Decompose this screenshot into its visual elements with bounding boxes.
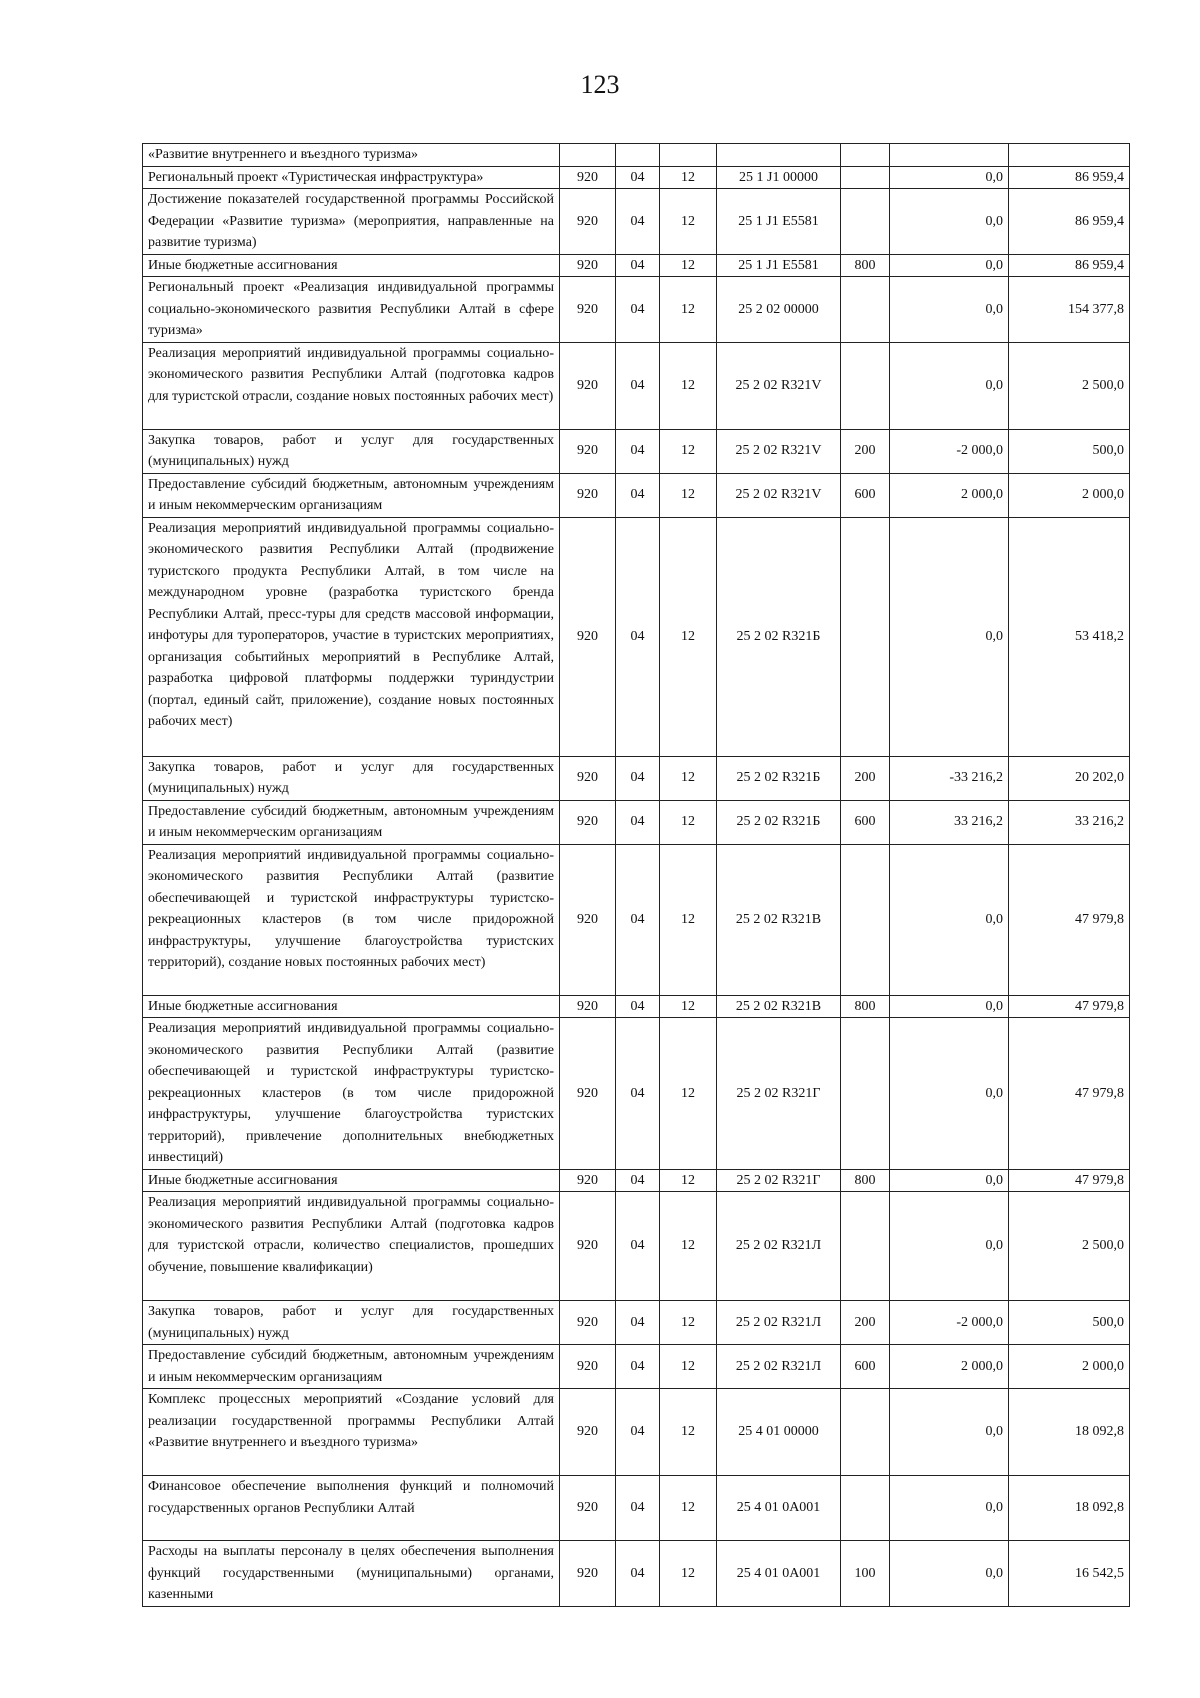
row-section-code: 04 xyxy=(616,844,660,995)
row-department-code: 920 xyxy=(560,1018,616,1170)
row-subsection-code: 12 xyxy=(660,800,717,844)
row-expense-type-code xyxy=(841,517,890,756)
row-name: Закупка товаров, работ и услуг для государственных (муниципальных) нужд xyxy=(143,1301,560,1345)
table-row xyxy=(143,1301,1130,1345)
row-total-amount: 47 979,8 xyxy=(1009,1169,1130,1192)
row-total-amount: 20 202,0 xyxy=(1009,756,1130,800)
row-department-code: 920 xyxy=(560,800,616,844)
row-change-amount: 0,0 xyxy=(890,1018,1009,1170)
row-subsection-code: 12 xyxy=(660,1192,717,1301)
row-change-amount: -2 000,0 xyxy=(890,1301,1009,1345)
row-subsection-code: 12 xyxy=(660,277,717,343)
row-expense-type-code xyxy=(841,1018,890,1170)
row-name: Иные бюджетные ассигнования xyxy=(143,1169,560,1192)
row-change-amount: 0,0 xyxy=(890,1541,1009,1607)
table-row xyxy=(143,1169,1130,1192)
row-target-article-code: 25 1 J1 E5581 xyxy=(717,254,841,277)
row-change-amount: 0,0 xyxy=(890,1389,1009,1476)
row-change-amount: 0,0 xyxy=(890,1476,1009,1541)
row-total-amount: 16 542,5 xyxy=(1009,1541,1130,1607)
row-total-amount: 18 092,8 xyxy=(1009,1476,1130,1541)
row-subsection-code: 12 xyxy=(660,1389,717,1476)
row-section-code xyxy=(616,144,660,167)
row-change-amount: 2 000,0 xyxy=(890,1345,1009,1389)
row-target-article-code: 25 2 02 R321Б xyxy=(717,800,841,844)
row-section-code: 04 xyxy=(616,189,660,255)
row-name: Предоставление субсидий бюджетным, автономным учреждениям и иным некоммерческим организациям xyxy=(143,473,560,517)
table-row xyxy=(143,277,1130,343)
row-expense-type-code: 600 xyxy=(841,800,890,844)
row-expense-type-code xyxy=(841,342,890,429)
row-section-code: 04 xyxy=(616,254,660,277)
row-change-amount: -2 000,0 xyxy=(890,429,1009,473)
row-change-amount: 0,0 xyxy=(890,1192,1009,1301)
row-section-code: 04 xyxy=(616,1018,660,1170)
row-expense-type-code: 200 xyxy=(841,429,890,473)
row-section-code: 04 xyxy=(616,1541,660,1607)
row-change-amount xyxy=(890,144,1009,167)
row-department-code: 920 xyxy=(560,517,616,756)
row-target-article-code: 25 2 02 R321V xyxy=(717,429,841,473)
row-expense-type-code: 200 xyxy=(841,756,890,800)
table-row xyxy=(143,756,1130,800)
table-row xyxy=(143,800,1130,844)
row-total-amount: 2 500,0 xyxy=(1009,1192,1130,1301)
table-row xyxy=(143,254,1130,277)
row-name: Расходы на выплаты персоналу в целях обеспечения выполнения функций государственными (муниципальными) органами, казенными xyxy=(143,1541,560,1607)
row-section-code: 04 xyxy=(616,517,660,756)
row-target-article-code: 25 2 02 R321Б xyxy=(717,756,841,800)
row-name: Комплекс процессных мероприятий «Создание условий для реализации государственной программы Республики Алтай «Развитие внутреннего и въездного туризма» xyxy=(143,1389,560,1476)
row-subsection-code: 12 xyxy=(660,1541,717,1607)
row-change-amount: 0,0 xyxy=(890,254,1009,277)
row-target-article-code: 25 2 02 R321V xyxy=(717,473,841,517)
row-target-article-code: 25 4 01 00000 xyxy=(717,1389,841,1476)
row-department-code: 920 xyxy=(560,995,616,1018)
row-change-amount: 0,0 xyxy=(890,995,1009,1018)
row-total-amount: 33 216,2 xyxy=(1009,800,1130,844)
row-expense-type-code xyxy=(841,166,890,189)
row-department-code xyxy=(560,144,616,167)
row-target-article-code: 25 2 02 R321В xyxy=(717,844,841,995)
row-expense-type-code: 800 xyxy=(841,1169,890,1192)
row-expense-type-code: 800 xyxy=(841,995,890,1018)
row-subsection-code: 12 xyxy=(660,166,717,189)
row-department-code: 920 xyxy=(560,1192,616,1301)
row-expense-type-code: 100 xyxy=(841,1541,890,1607)
row-subsection-code: 12 xyxy=(660,756,717,800)
row-subsection-code: 12 xyxy=(660,844,717,995)
table-row xyxy=(143,342,1130,429)
table-row xyxy=(143,1345,1130,1389)
row-target-article-code: 25 2 02 R321Л xyxy=(717,1192,841,1301)
row-total-amount: 86 959,4 xyxy=(1009,166,1130,189)
row-subsection-code xyxy=(660,144,717,167)
row-total-amount: 500,0 xyxy=(1009,1301,1130,1345)
row-change-amount: 0,0 xyxy=(890,277,1009,343)
row-section-code: 04 xyxy=(616,473,660,517)
row-total-amount: 47 979,8 xyxy=(1009,995,1130,1018)
row-change-amount: 2 000,0 xyxy=(890,473,1009,517)
row-target-article-code: 25 2 02 R321Г xyxy=(717,1169,841,1192)
row-subsection-code: 12 xyxy=(660,473,717,517)
row-subsection-code: 12 xyxy=(660,1301,717,1345)
row-section-code: 04 xyxy=(616,800,660,844)
table-row xyxy=(143,166,1130,189)
row-section-code: 04 xyxy=(616,429,660,473)
row-section-code: 04 xyxy=(616,1192,660,1301)
table-row xyxy=(143,1018,1130,1170)
row-department-code: 920 xyxy=(560,844,616,995)
row-expense-type-code xyxy=(841,844,890,995)
row-name: Закупка товаров, работ и услуг для государственных (муниципальных) нужд xyxy=(143,429,560,473)
row-total-amount: 53 418,2 xyxy=(1009,517,1130,756)
table-row xyxy=(143,1389,1130,1476)
row-department-code: 920 xyxy=(560,166,616,189)
row-section-code: 04 xyxy=(616,277,660,343)
row-subsection-code: 12 xyxy=(660,1018,717,1170)
row-subsection-code: 12 xyxy=(660,1345,717,1389)
row-subsection-code: 12 xyxy=(660,429,717,473)
row-department-code: 920 xyxy=(560,277,616,343)
row-target-article-code: 25 2 02 R321Б xyxy=(717,517,841,756)
row-total-amount: 2 000,0 xyxy=(1009,1345,1130,1389)
row-section-code: 04 xyxy=(616,756,660,800)
table-row xyxy=(143,844,1130,995)
row-total-amount xyxy=(1009,144,1130,167)
table-body xyxy=(143,144,1130,1607)
row-expense-type-code: 800 xyxy=(841,254,890,277)
row-subsection-code: 12 xyxy=(660,517,717,756)
row-target-article-code: 25 2 02 R321В xyxy=(717,995,841,1018)
row-name: Реализация мероприятий индивидуальной программы социально-экономического развития Республики Алтай (подготовка кадров для туристской отрасли, количество специалистов, прошедших обучение, повышение квалификации) xyxy=(143,1192,560,1301)
row-name: Закупка товаров, работ и услуг для государственных (муниципальных) нужд xyxy=(143,756,560,800)
budget-table xyxy=(142,143,1130,1607)
row-department-code: 920 xyxy=(560,429,616,473)
row-section-code: 04 xyxy=(616,1169,660,1192)
row-subsection-code: 12 xyxy=(660,1169,717,1192)
row-total-amount: 47 979,8 xyxy=(1009,844,1130,995)
row-department-code: 920 xyxy=(560,189,616,255)
row-name: Реализация мероприятий индивидуальной программы социально-экономического развития Республики Алтай (развитие обеспечивающей и туристской инфраструктуры туристско-рекреационных кластеров (в том числе придорожной инфраструктуры, улучшение благоустройства туристских территорий), создание новых постоянных рабочих мест) xyxy=(143,844,560,995)
row-expense-type-code xyxy=(841,277,890,343)
row-total-amount: 86 959,4 xyxy=(1009,189,1130,255)
row-subsection-code: 12 xyxy=(660,342,717,429)
row-total-amount: 47 979,8 xyxy=(1009,1018,1130,1170)
row-expense-type-code xyxy=(841,1476,890,1541)
row-target-article-code: 25 2 02 R321Г xyxy=(717,1018,841,1170)
table-row xyxy=(143,1476,1130,1541)
row-name: Предоставление субсидий бюджетным, автономным учреждениям и иным некоммерческим организациям xyxy=(143,1345,560,1389)
row-section-code: 04 xyxy=(616,995,660,1018)
row-department-code: 920 xyxy=(560,254,616,277)
row-department-code: 920 xyxy=(560,473,616,517)
row-total-amount: 154 377,8 xyxy=(1009,277,1130,343)
row-target-article-code xyxy=(717,144,841,167)
page-number: 123 xyxy=(580,70,620,99)
row-name: Региональный проект «Туристическая инфраструктура» xyxy=(143,166,560,189)
row-change-amount: 0,0 xyxy=(890,517,1009,756)
row-change-amount: 0,0 xyxy=(890,166,1009,189)
row-department-code: 920 xyxy=(560,1476,616,1541)
row-change-amount: 0,0 xyxy=(890,342,1009,429)
table-row xyxy=(143,189,1130,255)
row-department-code: 920 xyxy=(560,1301,616,1345)
row-target-article-code: 25 2 02 00000 xyxy=(717,277,841,343)
row-total-amount: 2 000,0 xyxy=(1009,473,1130,517)
row-name: Реализация мероприятий индивидуальной программы социально-экономического развития Республики Алтай (развитие обеспечивающей и туристской инфраструктуры туристско-рекреационных кластеров (в том числе придорожной инфраструктуры, улучшение благоустройства туристских территорий), привлечение дополнительных внебюджетных инвестиций) xyxy=(143,1018,560,1170)
table-row xyxy=(143,1192,1130,1301)
row-department-code: 920 xyxy=(560,1389,616,1476)
table-row xyxy=(143,429,1130,473)
row-expense-type-code xyxy=(841,1192,890,1301)
row-expense-type-code: 200 xyxy=(841,1301,890,1345)
row-total-amount: 500,0 xyxy=(1009,429,1130,473)
row-department-code: 920 xyxy=(560,1169,616,1192)
row-subsection-code: 12 xyxy=(660,189,717,255)
row-expense-type-code xyxy=(841,1389,890,1476)
row-change-amount: 33 216,2 xyxy=(890,800,1009,844)
row-name: Региональный проект «Реализация индивидуальной программы социально-экономического развития Республики Алтай в сфере туризма» xyxy=(143,277,560,343)
row-change-amount: 0,0 xyxy=(890,1169,1009,1192)
row-section-code: 04 xyxy=(616,1301,660,1345)
row-department-code: 920 xyxy=(560,342,616,429)
row-expense-type-code: 600 xyxy=(841,473,890,517)
row-subsection-code: 12 xyxy=(660,254,717,277)
row-department-code: 920 xyxy=(560,756,616,800)
row-subsection-code: 12 xyxy=(660,995,717,1018)
row-department-code: 920 xyxy=(560,1345,616,1389)
row-change-amount: 0,0 xyxy=(890,189,1009,255)
row-target-article-code: 25 2 02 R321Л xyxy=(717,1301,841,1345)
table-row xyxy=(143,144,1130,167)
row-target-article-code: 25 4 01 0A001 xyxy=(717,1476,841,1541)
row-total-amount: 86 959,4 xyxy=(1009,254,1130,277)
row-name: «Развитие внутреннего и въездного туризма» xyxy=(143,144,560,167)
row-target-article-code: 25 2 02 R321Л xyxy=(717,1345,841,1389)
table-row xyxy=(143,473,1130,517)
row-section-code: 04 xyxy=(616,1476,660,1541)
table-row xyxy=(143,1541,1130,1607)
row-subsection-code: 12 xyxy=(660,1476,717,1541)
table-row xyxy=(143,517,1130,756)
row-change-amount: 0,0 xyxy=(890,844,1009,995)
row-department-code: 920 xyxy=(560,1541,616,1607)
row-total-amount: 18 092,8 xyxy=(1009,1389,1130,1476)
table-row xyxy=(143,995,1130,1018)
row-section-code: 04 xyxy=(616,1345,660,1389)
row-target-article-code: 25 1 J1 00000 xyxy=(717,166,841,189)
row-name: Реализация мероприятий индивидуальной программы социально-экономического развития Республики Алтай (подготовка кадров для туристской отрасли, создание новых постоянных рабочих мест) xyxy=(143,342,560,429)
row-name: Реализация мероприятий индивидуальной программы социально-экономического развития Республики Алтай (продвижение туристского продукта Республики Алтай, в том числе на международном уровне (разработка туристского бренда Республики Алтай, пресс-туры для средств массовой информации, инфотуры для туроператоров, участие в туристских мероприятиях, организация событийных мероприятий в Республике Алтай, разработка цифровой платформы поддержки туриндустрии (портал, единый сайт, приложение), создание новых постоянных рабочих мест) xyxy=(143,517,560,756)
row-change-amount: -33 216,2 xyxy=(890,756,1009,800)
row-target-article-code: 25 1 J1 E5581 xyxy=(717,189,841,255)
row-section-code: 04 xyxy=(616,342,660,429)
row-expense-type-code xyxy=(841,144,890,167)
row-name: Иные бюджетные ассигнования xyxy=(143,254,560,277)
row-target-article-code: 25 4 01 0A001 xyxy=(717,1541,841,1607)
row-total-amount: 2 500,0 xyxy=(1009,342,1130,429)
row-section-code: 04 xyxy=(616,1389,660,1476)
row-name: Предоставление субсидий бюджетным, автономным учреждениям и иным некоммерческим организациям xyxy=(143,800,560,844)
row-name: Финансовое обеспечение выполнения функций и полномочий государственных органов Республики Алтай xyxy=(143,1476,560,1541)
row-name: Достижение показателей государственной программы Российской Федерации «Развитие туризма» (мероприятия, направленные на развитие туризма) xyxy=(143,189,560,255)
row-expense-type-code: 600 xyxy=(841,1345,890,1389)
row-expense-type-code xyxy=(841,189,890,255)
row-name: Иные бюджетные ассигнования xyxy=(143,995,560,1018)
row-section-code: 04 xyxy=(616,166,660,189)
row-target-article-code: 25 2 02 R321V xyxy=(717,342,841,429)
